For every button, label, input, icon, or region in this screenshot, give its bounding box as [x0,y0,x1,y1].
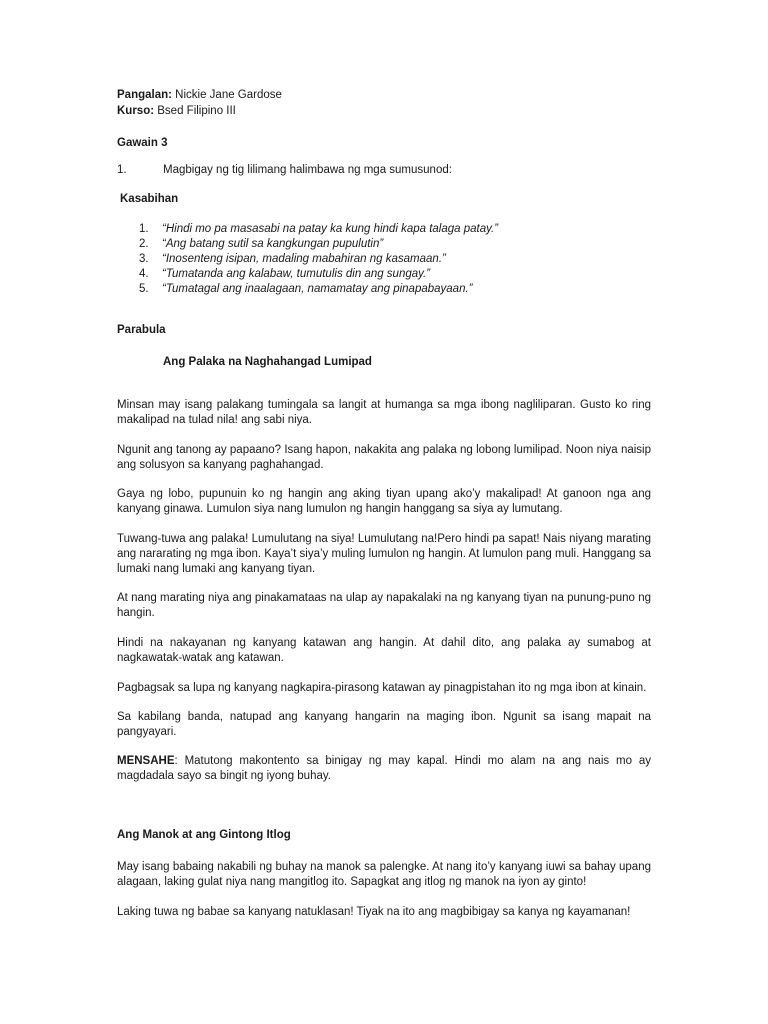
list-item [139,237,659,252]
parabula-heading: Parabula [117,324,166,336]
list-text: “Hindi mo pa masasabi na patay ka kung hindi kapa talaga patay.” [162,223,499,235]
kasabihan-heading: Kasabihan [120,193,179,205]
list-number: 2. [139,238,149,250]
instruction-line [117,163,651,178]
parabula-paragraph: At nang marating niya ang pinakamataas na ulap ay napakalaki na ng kanyang tiyan na punung-puno ng hangin. [117,592,651,619]
parabula-paragraph: Ngunit ang tanong ay papaano? Isang hapon, nakakita ang palaka ng lobong lumilipad. Noon niya naisip ang solusyon sa kanyang paghahangad. [117,444,651,471]
list-number: 4. [139,268,149,280]
message-paragraph [117,754,651,784]
story2-title: Ang Manok at ang Gintong Itlog [117,829,291,841]
message-text: : Matutong makontento sa binigay ng may kapal. Hindi mo alam na ang nais mo ay magdadala sayo sa bingit ng iyong buhay. [117,755,651,782]
list-item [139,252,659,267]
name-label: Pangalan: [117,89,172,101]
activity-heading: Gawain 3 [117,137,168,149]
list-text: “Ang batang sutil sa kangkungan pupulutin” [162,238,384,250]
parabula-paragraph: Minsan may isang palakang tumingala sa langit at humanga sa mga ibong nagliliparan. Gusto ko ring makalipad na tulad nila! ang sabi niya. [117,399,651,426]
parabula-paragraph: Gaya ng lobo, pupunuin ko ng hangin ang aking tiyan upang ako’y makalipad! At ganoon nga ang kanyang ginawa. Lumulon siya nang lumulon ng hangin hanggang sa siya ay lumutang. [117,488,651,515]
list-item [139,282,659,297]
parabula-paragraph: Pagbagsak sa lupa ng kanyang nagkapira-pirasong katawan ay pinagpistahan ito ng mga ibon at kinain. [117,682,647,694]
parabula-paragraph: Hindi na nakayanan ng kanyang katawan ang hangin. At dahil dito, ang palaka ay sumabog at nagkawatak-watak ang katawan. [117,637,651,664]
parabula-paragraph: Sa kabilang banda, natupad ang kanyang hangarin na maging ibon. Ngunit sa isang mapait na pangyayari. [117,711,651,738]
list-number: 3. [139,253,149,265]
kasabihan-list [139,222,659,297]
parabula-title: Ang Palaka na Naghahangad Lumipad [163,356,372,368]
instruction-text: Magbigay ng tig lilimang halimbawa ng mga sumusunod: [163,164,452,176]
course-value: Bsed Filipino III [154,105,236,117]
course-line [117,104,651,119]
message-label: MENSAHE [117,755,175,767]
story2-paragraph: Laking tuwa ng babae sa kanyang natuklasan! Tiyak na ito ang magbibigay sa kanya ng kayamanan! [117,906,631,918]
instruction-number: 1. [117,164,127,176]
list-number: 5. [139,283,149,295]
list-text: “Tumatagal ang inaalagaan, namamatay ang pinapabayaan.” [162,283,473,295]
list-item [139,267,659,282]
list-item [139,222,659,237]
name-value: Nickie Jane Gardose [171,89,282,101]
parabula-paragraph: Tuwang-tuwa ang palaka! Lumulutang na siya! Lumulutang na!Pero hindi pa sapat! Nais niyang marating ang nararating ng mga ibon. Kaya’t siya’y muling lumulon ng hangin. At lumulon pang muli. Hanggang sa lumaki nang lumaki ang kanyang tiyan. [117,533,651,575]
list-text: “Tumatanda ang kalabaw, tumutulis din ang sungay.” [162,268,431,280]
list-text: “Inosenteng isipan, madaling mabahiran ng kasamaan.” [162,253,446,265]
story2-paragraph: May isang babaing nakabili ng buhay na manok sa palengke. At nang ito’y kanyang iuwi sa bahay upang alagaan, laking gulat niya nang mangitlog ito. Sapagkat ang itlog ng manok na iyon ay ginto! [117,861,651,888]
list-number: 1. [139,223,149,235]
name-line [117,88,651,103]
course-label: Kurso: [117,105,155,117]
